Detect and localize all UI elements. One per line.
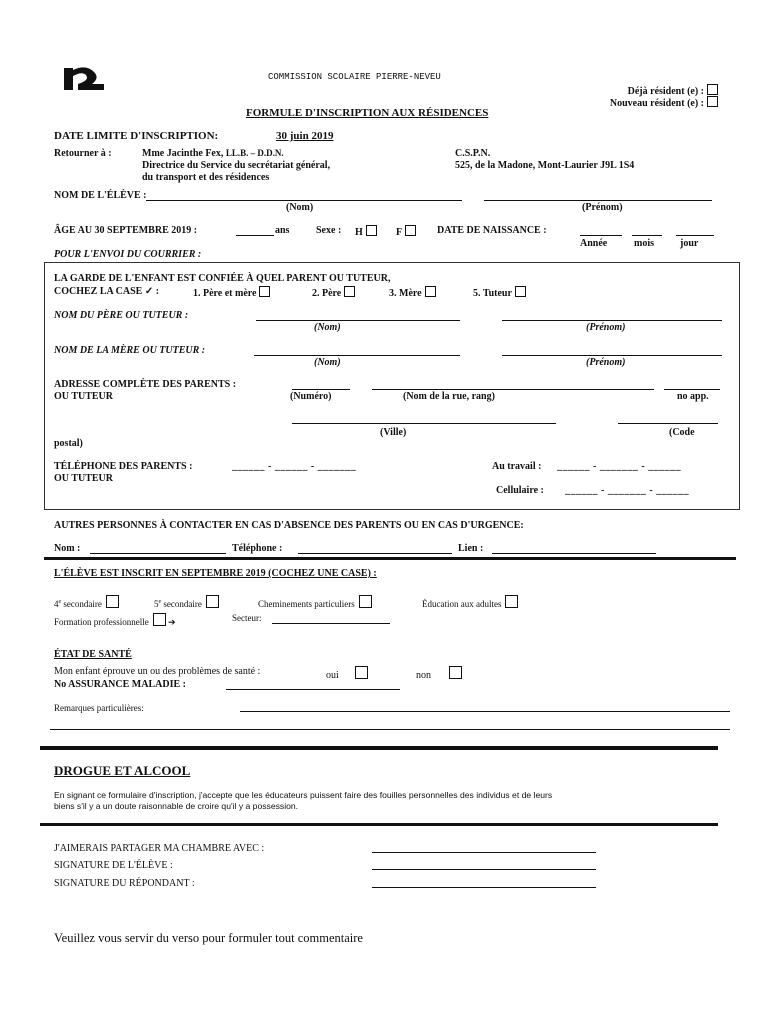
- dob-label: DATE DE NAISSANCE :: [437, 225, 547, 236]
- address-number-caption: (Numéro): [290, 391, 332, 402]
- age-field[interactable]: [236, 235, 274, 236]
- others-nom-label: Nom :: [54, 543, 81, 554]
- father-prenom-caption: (Prénom): [586, 322, 626, 333]
- phone-label: TÉLÉPHONE DES PARENTS :: [54, 461, 193, 472]
- mother-prenom-field[interactable]: [502, 355, 722, 356]
- deja-resident-checkbox[interactable]: [707, 84, 718, 95]
- age-unit: ans: [275, 225, 290, 236]
- phone-work-label: Au travail :: [492, 461, 542, 472]
- return-label: Retourner à :: [54, 148, 112, 159]
- dob-year-field[interactable]: [580, 235, 622, 236]
- address-number-field[interactable]: [292, 389, 350, 390]
- health-oui-option[interactable]: [326, 666, 368, 681]
- sec5-sup: e: [158, 599, 162, 605]
- enrol-sec4-option[interactable]: [54, 595, 119, 609]
- nouveau-resident-option[interactable]: [610, 96, 718, 109]
- custody-line2: COCHEZ LA CASE ✓ :: [54, 286, 160, 297]
- formation-checkbox[interactable]: [153, 613, 166, 626]
- others-nom-field[interactable]: [90, 553, 226, 554]
- address-postal-caption: postal): [54, 438, 83, 449]
- custody-checkbox[interactable]: [259, 286, 270, 297]
- adultes-checkbox[interactable]: [505, 595, 518, 608]
- nouveau-resident-label: Nouveau résident (e) :: [609, 98, 704, 109]
- dob-day-caption: jour: [680, 238, 699, 249]
- section-divider: [44, 557, 736, 560]
- phone-cell-field[interactable]: ______ - _______ - ______: [565, 485, 690, 496]
- custody-option-label: 2. Père: [312, 288, 342, 299]
- remarks-label: Remarques particulières:: [54, 703, 144, 713]
- custody-line1: LA GARDE DE L'ENFANT EST CONFIÉE À QUEL PARENT OU TUTEUR,: [54, 273, 391, 284]
- phone-label2: OU TUTEUR: [54, 473, 113, 484]
- sex-h-option[interactable]: [355, 225, 377, 238]
- custody-option-label: 1. Père et mère: [193, 288, 257, 299]
- custody-option-both[interactable]: [193, 286, 270, 299]
- sex-f-label: F: [396, 227, 403, 238]
- others-phone-label: Téléphone :: [232, 543, 283, 554]
- checkmark-icon: ✓: [144, 286, 154, 297]
- sec5-number: 5: [154, 599, 159, 609]
- address-city-caption: (Ville): [380, 427, 407, 438]
- arrow-right-icon: ➔: [167, 617, 176, 627]
- resp-signature-field[interactable]: [372, 887, 596, 888]
- deja-resident-label: Déjà résident (e) :: [627, 86, 704, 97]
- student-name-label: NOM DE L'ÉLÈVE :: [54, 190, 147, 201]
- custody-option-mother[interactable]: [389, 286, 436, 299]
- dob-month-field[interactable]: [632, 235, 662, 236]
- father-prenom-field[interactable]: [502, 320, 722, 321]
- health-oui-label: oui: [326, 670, 339, 681]
- health-question: Mon enfant éprouve un ou des problèmes de santé :: [54, 666, 261, 677]
- sec4-sup: e: [58, 599, 62, 605]
- enrol-sec5-option[interactable]: [154, 595, 219, 609]
- address-app-field[interactable]: [664, 389, 720, 390]
- age-label: ÂGE AU 30 SEPTEMBRE 2019 :: [54, 225, 198, 236]
- sex-h-label: H: [355, 227, 363, 238]
- return-credentials: LL.B. – D.D.N.: [225, 148, 284, 158]
- student-prenom-caption: (Prénom): [582, 202, 623, 213]
- student-prenom-field[interactable]: [484, 200, 712, 201]
- custody-option-father[interactable]: [312, 286, 355, 299]
- health-non-checkbox[interactable]: [449, 666, 462, 679]
- sec5-label: secondaire: [163, 599, 202, 609]
- remarks-field-1[interactable]: [240, 711, 730, 712]
- student-nom-caption: (Nom): [286, 202, 314, 213]
- dob-year-caption: Année: [580, 238, 608, 249]
- drug-text-line2: biens s'il y a un doute raisonnable de croire qu'il y a possession.: [54, 801, 299, 811]
- return-name-text: Mme Jacinthe Fex,: [142, 148, 224, 159]
- sexe-label: Sexe :: [316, 225, 342, 236]
- deadline-value: 30 juin 2019: [276, 130, 334, 142]
- address-postal-field[interactable]: [618, 423, 718, 424]
- custody-checkbox[interactable]: [344, 286, 355, 297]
- nouveau-resident-checkbox[interactable]: [707, 96, 718, 107]
- health-non-option[interactable]: [416, 666, 462, 681]
- dob-day-field[interactable]: [676, 235, 714, 236]
- address-street-caption: (Nom de la rue, rang): [403, 391, 495, 402]
- others-phone-field[interactable]: [298, 553, 452, 554]
- secteur-label: Secteur:: [232, 613, 262, 623]
- address-app-caption: no app.: [677, 391, 709, 402]
- return-org: C.S.P.N.: [455, 148, 491, 159]
- mother-nom-caption: (Nom): [314, 357, 341, 368]
- enrol-adultes-option[interactable]: [422, 595, 518, 609]
- mother-nom-field[interactable]: [254, 355, 460, 356]
- remarks-field-2[interactable]: [50, 729, 730, 730]
- phone-work-field[interactable]: ______ - _______ - ______: [557, 461, 682, 472]
- others-lien-field[interactable]: [492, 553, 656, 554]
- sec4-checkbox[interactable]: [106, 595, 119, 608]
- custody-checkbox[interactable]: [515, 286, 526, 297]
- custody-option-tutor[interactable]: [473, 286, 526, 299]
- custody-option-label: 3. Mère: [389, 288, 422, 299]
- address-street-field[interactable]: [372, 389, 654, 390]
- custody-option-label: 5. Tuteur: [473, 288, 512, 299]
- sex-f-option[interactable]: [396, 225, 416, 238]
- health-non-label: non: [416, 670, 431, 681]
- room-label: J'AIMERAIS PARTAGER MA CHAMBRE AVEC :: [54, 843, 265, 854]
- address-label2: OU TUTEUR: [54, 391, 113, 402]
- sec4-number: 4: [54, 599, 59, 609]
- custody-checkbox[interactable]: [425, 286, 436, 297]
- student-signature-field[interactable]: [372, 869, 596, 870]
- return-name: [142, 148, 284, 159]
- adultes-label: Éducation aux adultes: [422, 599, 502, 609]
- mother-prenom-caption: (Prénom): [586, 357, 626, 368]
- cheminements-checkbox[interactable]: [359, 595, 372, 608]
- health-title: ÉTAT DE SANTÉ: [54, 649, 132, 660]
- drug-title: DROGUE ET ALCOOL: [54, 763, 191, 778]
- insurance-label: No ASSURANCE MALADIE :: [54, 679, 186, 690]
- address-label: ADRESSE COMPLÈTE DES PARENTS :: [54, 379, 237, 390]
- sex-f-checkbox[interactable]: [405, 225, 416, 236]
- others-lien-label: Lien :: [458, 543, 484, 554]
- address-city-field[interactable]: [292, 423, 556, 424]
- footer-note: Veuillez vous servir du verso pour formuler tout commentaire: [54, 931, 363, 945]
- deadline-label: DATE LIMITE D'INSCRIPTION:: [54, 130, 219, 142]
- secteur-field[interactable]: [272, 623, 390, 624]
- resp-signature-label: SIGNATURE DU RÉPONDANT :: [54, 878, 195, 889]
- insurance-field[interactable]: [226, 689, 400, 690]
- enrol-cheminements-option[interactable]: [258, 595, 372, 609]
- phone-home-field[interactable]: ______ - ______ - _______: [232, 461, 357, 472]
- school-board-logo: [64, 66, 108, 92]
- sex-h-checkbox[interactable]: [366, 225, 377, 236]
- others-title: AUTRES PERSONNES À CONTACTER EN CAS D'ABSENCE DES PARENTS OU EN CAS D'URGENCE:: [54, 520, 524, 531]
- father-nom-caption: (Nom): [314, 322, 341, 333]
- enrol-formation-option[interactable]: [54, 613, 176, 628]
- student-signature-label: SIGNATURE DE L'ÉLÈVE :: [54, 860, 173, 871]
- custody-line2-text: COCHEZ LA CASE: [54, 286, 143, 297]
- section-divider: [40, 746, 718, 750]
- phone-cell-label: Cellulaire :: [496, 485, 544, 496]
- address-code-caption: (Code: [669, 427, 695, 438]
- sec4-label: secondaire: [63, 599, 102, 609]
- return-address: 525, de la Madone, Mont-Laurier J9L 1S4: [455, 160, 635, 171]
- health-oui-checkbox[interactable]: [355, 666, 368, 679]
- mother-label: NOM DE LA MÈRE OU TUTEUR :: [54, 345, 206, 356]
- drug-text-line1: En signant ce formulaire d'inscription, j'accepte que les éducateurs puissent faire des fouilles personnelles des individus et de leurs: [54, 790, 553, 800]
- mail-label: POUR L'ENVOI DU COURRIER :: [54, 249, 202, 260]
- cheminements-label: Cheminements particuliers: [258, 599, 355, 609]
- form-title: FORMULE D'INSCRIPTION AUX RÉSIDENCES: [246, 107, 489, 119]
- enrolment-title: L'ÉLÈVE EST INSCRIT EN SEPTEMBRE 2019 (COCHEZ UNE CASE) :: [54, 568, 377, 579]
- section-divider: [40, 823, 718, 826]
- commission-name: COMMISSION SCOLAIRE PIERRE-NEVEU: [268, 72, 441, 82]
- room-field[interactable]: [372, 852, 596, 853]
- formation-label: Formation professionnelle: [54, 617, 149, 627]
- sec5-checkbox[interactable]: [206, 595, 219, 608]
- father-nom-field[interactable]: [256, 320, 460, 321]
- father-label: NOM DU PÈRE OU TUTEUR :: [54, 310, 189, 321]
- dob-month-caption: mois: [634, 238, 654, 249]
- return-line2: Directrice du Service du secrétariat général,: [142, 160, 331, 171]
- return-line3: du transport et des résidences: [142, 172, 270, 183]
- student-nom-field[interactable]: [146, 200, 462, 201]
